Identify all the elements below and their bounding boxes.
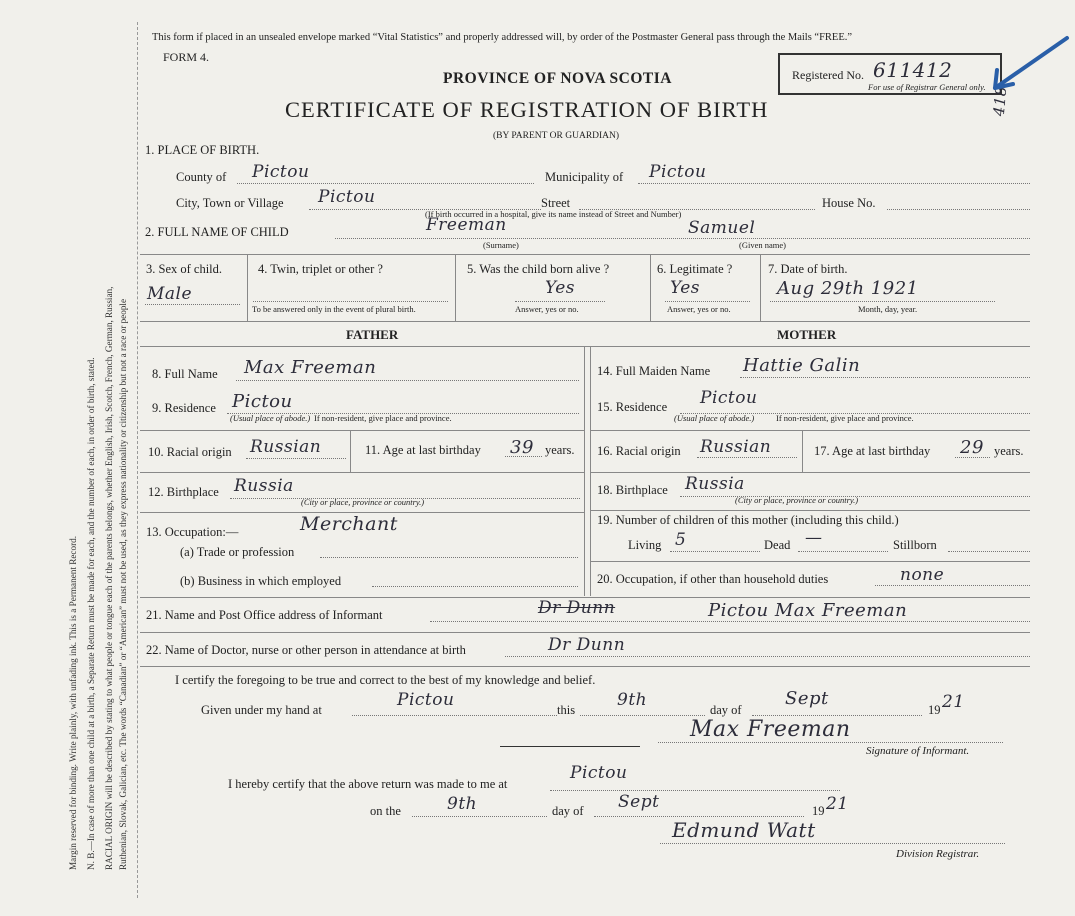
father-age: 39 — [510, 437, 534, 458]
mother-res-label: 15. Residence — [597, 400, 668, 414]
surname-caption: (Surname) — [483, 240, 519, 250]
date-note: Month, day, year. — [858, 304, 918, 314]
certify-place: Pictou — [397, 690, 455, 710]
registrar-day: 9th — [447, 794, 478, 814]
registrar-signature: Edmund Watt — [672, 818, 816, 842]
informant-signature: Max Freeman — [690, 717, 851, 742]
business-label: (b) Business in which employed — [180, 574, 342, 588]
father-name: Max Freeman — [244, 357, 377, 378]
place-of-birth-label: 1. PLACE OF BIRTH. — [145, 143, 260, 157]
mother-residence: Pictou — [700, 388, 758, 408]
registrar-year-prefix: 19 — [812, 804, 825, 818]
given-caption: (Given name) — [739, 240, 786, 250]
child-name-label: 2. FULL NAME OF CHILD — [145, 225, 289, 239]
registrar-text: I hereby certify that the above return was made to me at — [228, 777, 508, 791]
dead-label: Dead — [764, 538, 791, 552]
certify-month: Sept — [785, 688, 829, 709]
page-title: CERTIFICATE OF REGISTRATION OF BIRTH — [285, 97, 769, 122]
mother-header: MOTHER — [777, 327, 837, 342]
father-years: years. — [545, 443, 575, 457]
father-res-label: 9. Residence — [152, 401, 216, 415]
mother-race-label: 16. Racial origin — [597, 444, 681, 458]
certify-year-prefix: 19 — [928, 703, 941, 717]
mother-occupation: none — [900, 565, 945, 585]
mother-race: Russian — [700, 437, 772, 457]
check-arrow-icon — [975, 30, 1075, 100]
mother-years: years. — [994, 444, 1024, 458]
trade-label: (a) Trade or profession — [180, 545, 295, 559]
father-res-note-1: (Usual place of abode.) — [230, 413, 311, 423]
doctor-value: Dr Dunn — [548, 635, 626, 655]
alive-value: Yes — [545, 278, 576, 298]
living-label: Living — [628, 538, 662, 552]
informant-label: 21. Name and Post Office address of Informant — [146, 608, 383, 622]
certify-text: I certify the foregoing to be true and correct to the best of my knowledge and belief. — [175, 673, 596, 687]
side-note-4: Ruthenian, Slovak, Galician, etc. The words “Canadian” or “American” must not be used, as they express nationality or citizenship but not a race or people — [118, 298, 128, 870]
certify-this: this — [557, 703, 576, 717]
registered-label: Registered No. — [792, 68, 864, 82]
date-value: Aug 29th 1921 — [777, 278, 919, 299]
form-number: FORM 4. — [163, 50, 210, 64]
margin-border — [137, 22, 138, 898]
mother-res-note-2: If non-resident, give place and province. — [776, 413, 914, 423]
street-label: Street — [541, 196, 571, 210]
registrar-caption: Division Registrar. — [896, 848, 980, 860]
father-header: FATHER — [346, 327, 399, 342]
certify-dayof: day of — [710, 703, 742, 717]
child-surname: Freeman — [426, 215, 507, 235]
certify-year: 21 — [942, 692, 965, 712]
registered-note: For use of Registrar General only. — [868, 82, 986, 92]
registered-number: 611412 — [873, 58, 953, 82]
legit-note: Answer, yes or no. — [667, 304, 731, 314]
informant-struck: Dr Dunn — [538, 598, 616, 618]
registrar-month: Sept — [618, 792, 660, 812]
side-note-3: RACIAL ORIGIN will be described by stating to what people or tongue each of the parents belongs, whether English, Irish, Scotch, French, German, Russian, — [104, 286, 114, 870]
margin-mark: 418 — [989, 85, 1011, 117]
side-note-2: N. B.—In case of more than one child at a birth, a Separate Return must be made for each, and the number of each, in order of birth, stated. — [86, 357, 96, 870]
registrar-place: Pictou — [570, 763, 628, 783]
mother-bp-note: (City or place, province or country.) — [735, 495, 859, 505]
sex-value: Male — [147, 284, 193, 304]
father-residence: Pictou — [232, 391, 293, 412]
mother-age-label: 17. Age at last birthday — [814, 444, 931, 458]
side-note-1: Margin reserved for binding. Write plainly, with unfading ink. This is a Permanent Record. — [68, 535, 78, 870]
mother-age: 29 — [960, 437, 984, 458]
province-heading: PROVINCE OF NOVA SCOTIA — [443, 70, 672, 87]
city-value: Pictou — [318, 187, 376, 207]
father-race: Russian — [250, 437, 322, 457]
dead-value: — — [805, 528, 823, 548]
registrar-dayof: day of — [552, 804, 584, 818]
father-birthplace-label: 12. Birthplace — [148, 485, 219, 499]
municipality-value: Pictou — [649, 162, 707, 182]
municipality-label: Municipality of — [545, 170, 624, 184]
given-label: Given under my hand at — [201, 703, 322, 717]
alive-label: 5. Was the child born alive ? — [467, 262, 610, 276]
mother-occupation-label: 20. Occupation, if other than household duties — [597, 572, 829, 586]
father-occupation-label: 13. Occupation:— — [146, 525, 239, 539]
date-label: 7. Date of birth. — [768, 262, 848, 276]
father-race-label: 10. Racial origin — [148, 445, 232, 459]
mother-name: Hattie Galin — [743, 355, 861, 376]
separator-rule — [500, 746, 640, 747]
legit-value: Yes — [670, 278, 701, 298]
city-label: City, Town or Village — [176, 196, 284, 210]
sex-label: 3. Sex of child. — [146, 262, 223, 276]
alive-note: Answer, yes or no. — [515, 304, 579, 314]
certify-day: 9th — [617, 690, 648, 710]
father-name-label: 8. Full Name — [152, 367, 218, 381]
living-value: 5 — [675, 530, 687, 550]
page-subtitle: (BY PARENT OR GUARDIAN) — [493, 131, 620, 141]
registrar-year: 21 — [826, 794, 849, 814]
children-label: 19. Number of children of this mother (including this child.) — [597, 513, 899, 527]
father-occupation: Merchant — [300, 513, 398, 535]
informant-value: Pictou Max Freeman — [708, 600, 908, 621]
father-bp-note: (City or place, province or country.) — [301, 497, 425, 507]
mother-birthplace-label: 18. Birthplace — [597, 483, 668, 497]
hospital-note: (If birth occurred in a hospital, give its name instead of Street and Number) — [425, 209, 682, 219]
father-age-label: 11. Age at last birthday — [365, 443, 481, 457]
mother-birthplace: Russia — [685, 474, 745, 494]
child-given-name: Samuel — [688, 218, 756, 238]
registrar-on: on the — [370, 804, 401, 818]
mother-res-note-1: (Usual place of abode.) — [674, 413, 755, 423]
legit-label: 6. Legitimate ? — [657, 262, 733, 276]
mother-name-label: 14. Full Maiden Name — [597, 364, 711, 378]
doctor-label: 22. Name of Doctor, nurse or other person in attendance at birth — [146, 643, 466, 657]
father-res-note-2: If non-resident, give place and province. — [314, 413, 452, 423]
father-birthplace: Russia — [234, 476, 294, 496]
county-value: Pictou — [252, 162, 310, 182]
informant-signature-caption: Signature of Informant. — [866, 745, 970, 757]
top-notice: This form if placed in an unsealed envelope marked “Vital Statistics” and properly addressed will, by order of the Postmaster General pass through the Mails “FREE.” — [152, 32, 853, 43]
house-label: House No. — [822, 196, 876, 210]
county-label: County of — [176, 170, 227, 184]
twin-note: To be answered only in the event of plural birth. — [252, 304, 416, 314]
stillborn-label: Stillborn — [893, 538, 937, 552]
twin-label: 4. Twin, triplet or other ? — [258, 262, 383, 276]
